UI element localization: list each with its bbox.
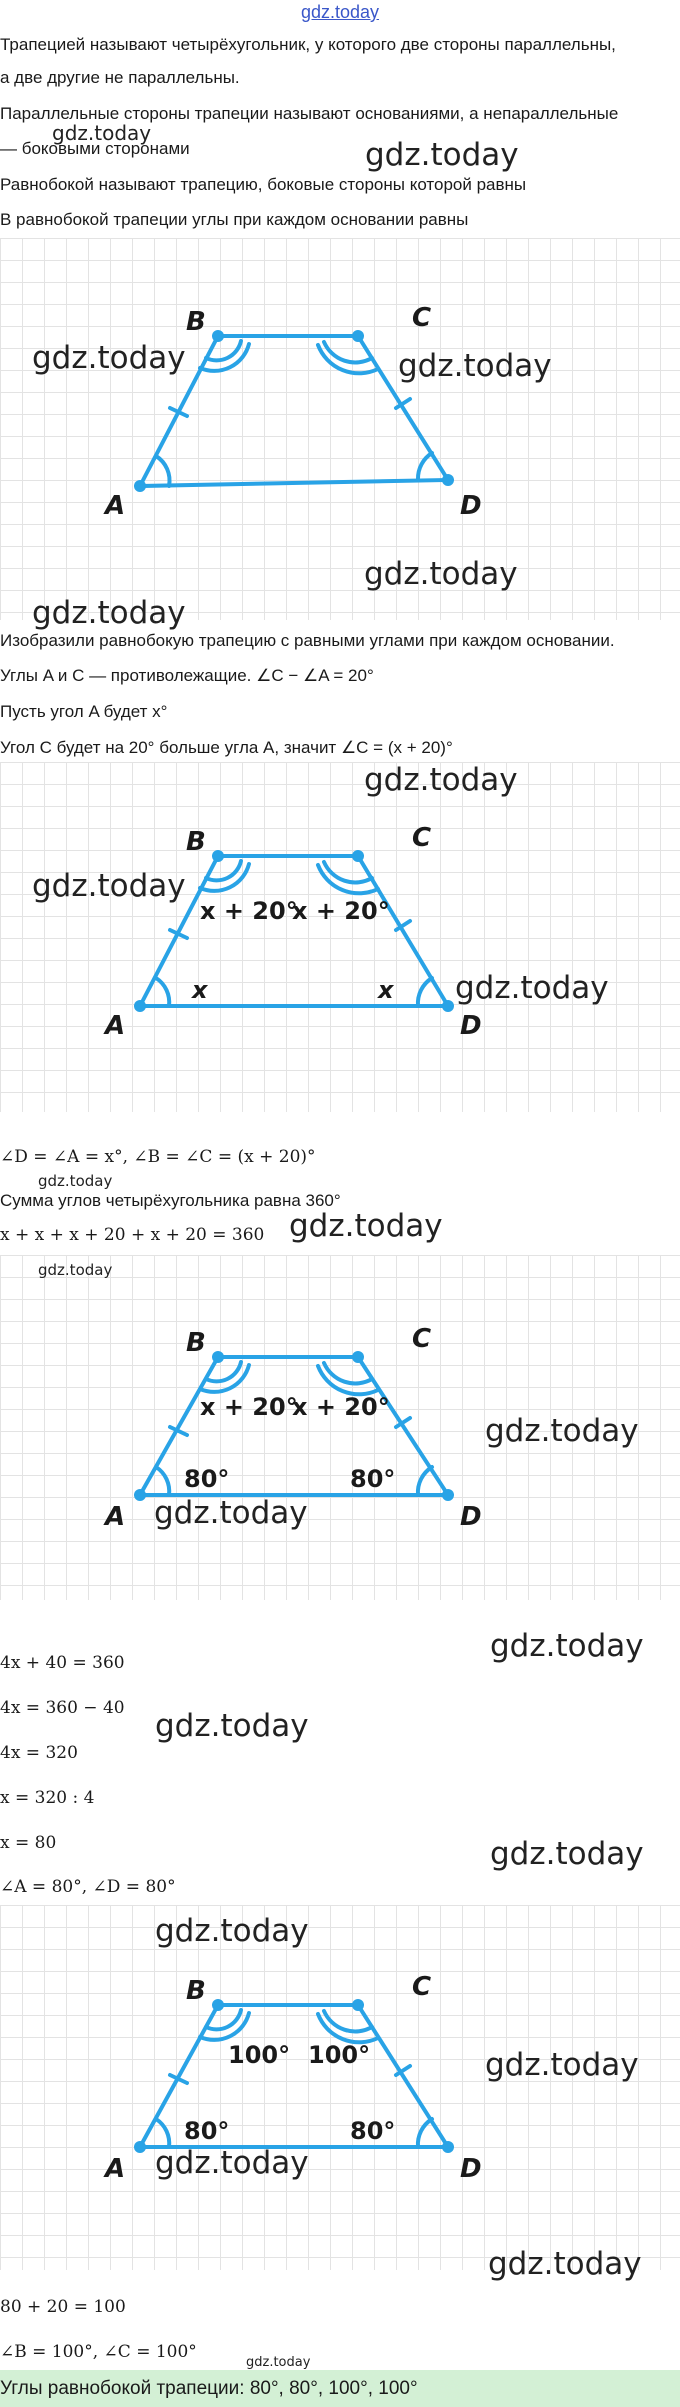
vertex-label-d: D: [460, 1502, 482, 1532]
site-header-link[interactable]: gdz.today: [300, 2, 380, 22]
watermark: gdz.today: [398, 348, 552, 384]
figure-2-grid: [0, 762, 680, 1112]
angle-label-d: 80°: [350, 2117, 396, 2145]
watermark: gdz.today: [364, 762, 518, 798]
vertex-label-b: B: [186, 827, 206, 857]
final-step-2: ∠B = 100°, ∠C = 100°: [0, 2342, 197, 2362]
trapezoid-figure-4: [0, 1905, 680, 2270]
watermark: gdz.today: [455, 970, 609, 1006]
angle-label-b: x + 20°: [200, 1393, 298, 1421]
angle-label-c: x + 20°: [292, 897, 390, 925]
watermark: gdz.today: [364, 556, 518, 592]
watermark: gdz.today: [38, 1172, 113, 1190]
vertex-label-a: A: [105, 491, 126, 521]
answer-box: Углы равнобокой трапеции: 80°, 80°, 100°, 100°: [0, 2370, 680, 2407]
vertex-label-a: A: [105, 2154, 126, 2184]
vertex-label-c: C: [412, 1324, 432, 1354]
watermark: gdz.today: [490, 1836, 644, 1872]
watermark: gdz.today: [154, 1495, 308, 1531]
solve-step-3: 4x = 320: [0, 1743, 78, 1763]
watermark: gdz.today: [52, 121, 152, 145]
solve-step-5: x = 80: [0, 1833, 57, 1853]
final-step-1: 80 + 20 = 100: [0, 2297, 126, 2317]
figure-1-grid: [0, 238, 680, 620]
vertex-label-a: A: [105, 1011, 126, 1041]
trapezoid-figure-2: [0, 762, 680, 1112]
figure-4-grid: [0, 1905, 680, 2270]
figure-3-grid: [0, 1255, 680, 1600]
vertex-label-c: C: [412, 1972, 432, 2002]
angle-label-a: 80°: [184, 2117, 230, 2145]
watermark: gdz.today: [246, 2355, 311, 2370]
solve-step-6: ∠A = 80°, ∠D = 80°: [0, 1877, 176, 1897]
section2-line-2: Углы A и C — противолежащие. ∠C − ∠A = 20°: [0, 666, 374, 685]
equation-angles: ∠D = ∠A = x°, ∠B = ∠C = (x + 20)°: [0, 1147, 316, 1167]
section2-line-3: Пусть угол A будет x°: [0, 702, 168, 721]
equation-sum: x + x + x + 20 + x + 20 = 360: [0, 1225, 265, 1245]
watermark: gdz.today: [32, 340, 186, 376]
intro-line-4: — боковыми сторонами: [0, 139, 190, 158]
watermark: gdz.today: [365, 137, 519, 173]
vertex-label-d: D: [460, 491, 482, 521]
watermark: gdz.today: [155, 2145, 309, 2181]
watermark: gdz.today: [485, 1413, 639, 1449]
angle-label-c: x + 20°: [292, 1393, 390, 1421]
intro-line-6: В равнобокой трапеции углы при каждом основании равны: [0, 210, 469, 229]
vertex-label-b: B: [186, 1976, 206, 2006]
angle-label-b: x + 20°: [200, 897, 298, 925]
watermark: gdz.today: [490, 1628, 644, 1664]
intro-line-2: а две другие не параллельны.: [0, 68, 240, 87]
angle-label-d: 80°: [350, 1465, 396, 1493]
intro-line-1: Трапецией называют четырёхугольник, у которого две стороны параллельны,: [0, 35, 616, 54]
watermark: gdz.today: [32, 868, 186, 904]
section2-line-4: Угол C будет на 20° больше угла A, значит ∠C = (x + 20)°: [0, 738, 453, 757]
watermark: gdz.today: [488, 2246, 642, 2282]
watermark: gdz.today: [289, 1208, 443, 1244]
solve-step-1: 4x + 40 = 360: [0, 1653, 125, 1673]
vertex-label-d: D: [460, 2154, 482, 2184]
watermark: gdz.today: [32, 595, 186, 631]
vertex-label-c: C: [412, 823, 432, 853]
intro-line-3: Параллельные стороны трапеции называют основаниями, а непараллельные: [0, 104, 619, 123]
vertex-label-b: B: [186, 1328, 206, 1358]
angle-label-b: 100°: [228, 2041, 291, 2069]
intro-line-5: Равнобокой называют трапецию, боковые стороны которой равны: [0, 175, 527, 194]
angle-label-c: 100°: [308, 2041, 371, 2069]
watermark: gdz.today: [155, 1708, 309, 1744]
angle-label-a: x: [192, 976, 208, 1004]
watermark: gdz.today: [38, 1261, 113, 1279]
solve-step-2: 4x = 360 − 40: [0, 1698, 125, 1718]
angle-label-a: 80°: [184, 1465, 230, 1493]
watermark: gdz.today: [155, 1913, 309, 1949]
solve-step-4: x = 320 : 4: [0, 1788, 95, 1808]
watermark: gdz.today: [485, 2047, 639, 2083]
vertex-label-d: D: [460, 1011, 482, 1041]
vertex-label-b: B: [186, 307, 206, 337]
angle-label-d: x: [378, 976, 394, 1004]
vertex-label-c: C: [412, 303, 432, 333]
vertex-label-a: A: [105, 1502, 126, 1532]
section2-line-1: Изобразили равнобокую трапецию с равными углами при каждом основании.: [0, 631, 615, 650]
angle-sum-text: Сумма углов четырёхугольника равна 360°: [0, 1191, 341, 1210]
trapezoid-figure-1: [0, 238, 680, 620]
